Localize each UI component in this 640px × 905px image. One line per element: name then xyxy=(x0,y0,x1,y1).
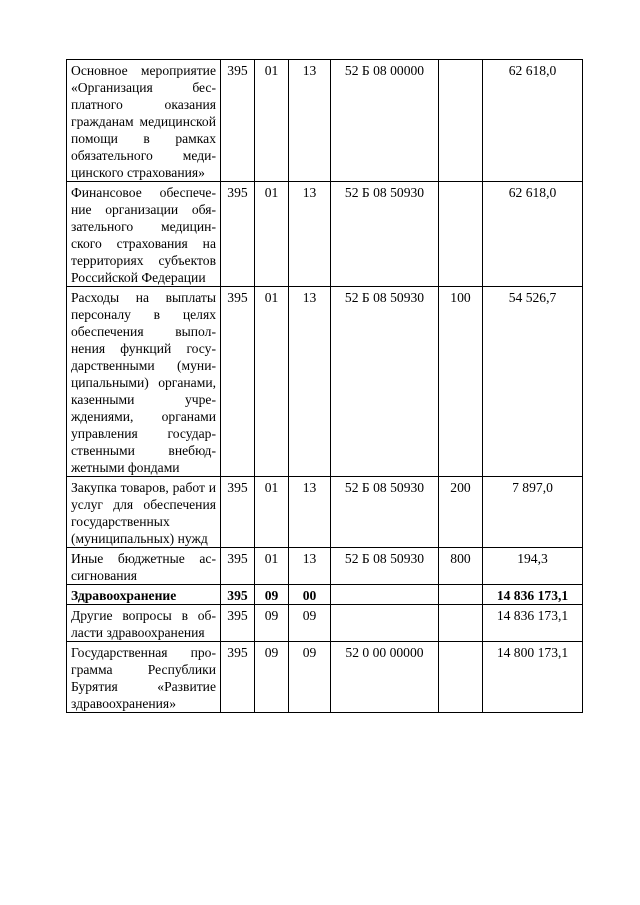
table-row xyxy=(67,60,583,182)
row-expense-type xyxy=(439,60,483,182)
table-row xyxy=(67,182,583,287)
row-name: Здравоохранение xyxy=(67,585,221,605)
row-target-article: 52 Б 08 50930 xyxy=(331,287,439,477)
row-section-code: 09 xyxy=(255,642,289,713)
row-name: Иные бюджетные ассигнования xyxy=(67,548,221,585)
row-subsection-code: 13 xyxy=(289,182,331,287)
row-expense-type xyxy=(439,605,483,642)
budget-table xyxy=(66,59,583,713)
row-name: Государственная программа Республики Бурятия «Развитие здравоохранения» xyxy=(67,642,221,713)
row-expense-type: 200 xyxy=(439,477,483,548)
row-section-code: 09 xyxy=(255,605,289,642)
row-subsection-code: 13 xyxy=(289,477,331,548)
row-section-code: 01 xyxy=(255,60,289,182)
table-row xyxy=(67,287,583,477)
row-subsection-code: 00 xyxy=(289,585,331,605)
row-expense-type xyxy=(439,642,483,713)
row-section-code: 01 xyxy=(255,548,289,585)
row-ministry-code: 395 xyxy=(221,548,255,585)
row-name: Другие вопросы в области здравоохранения xyxy=(67,605,221,642)
row-ministry-code: 395 xyxy=(221,605,255,642)
row-amount: 194,3 xyxy=(483,548,583,585)
row-section-code: 01 xyxy=(255,182,289,287)
row-name: Финансовое обеспечение организации обязательного медицинского страхования на территориях субъектов Российской Федерации xyxy=(67,182,221,287)
row-ministry-code: 395 xyxy=(221,477,255,548)
row-expense-type: 800 xyxy=(439,548,483,585)
row-target-article: 52 Б 08 50930 xyxy=(331,548,439,585)
row-ministry-code: 395 xyxy=(221,287,255,477)
table-row xyxy=(67,605,583,642)
row-expense-type xyxy=(439,182,483,287)
row-target-article xyxy=(331,605,439,642)
row-target-article: 52 Б 08 00000 xyxy=(331,60,439,182)
row-expense-type: 100 xyxy=(439,287,483,477)
row-amount: 54 526,7 xyxy=(483,287,583,477)
row-target-article xyxy=(331,585,439,605)
row-name: Основное мероприятие «Организация бесплатного оказания гражданам медицинской помощи в рамках обязательного медицинского страхования» xyxy=(67,60,221,182)
row-ministry-code: 395 xyxy=(221,182,255,287)
row-ministry-code: 395 xyxy=(221,60,255,182)
row-subsection-code: 13 xyxy=(289,287,331,477)
row-amount: 14 836 173,1 xyxy=(483,605,583,642)
row-subsection-code: 13 xyxy=(289,60,331,182)
row-ministry-code: 395 xyxy=(221,585,255,605)
row-expense-type xyxy=(439,585,483,605)
row-section-code: 01 xyxy=(255,477,289,548)
row-amount: 14 836 173,1 xyxy=(483,585,583,605)
table-row xyxy=(67,477,583,548)
row-ministry-code: 395 xyxy=(221,642,255,713)
row-subsection-code: 13 xyxy=(289,548,331,585)
row-section-code: 09 xyxy=(255,585,289,605)
row-name: Расходы на выплаты персоналу в целях обеспечения выполнения функций государственными (муниципальными) органами, казенными учреждениями, органами управления государственными внебюджетными фондами xyxy=(67,287,221,477)
row-section-code: 01 xyxy=(255,287,289,477)
budget-table-body xyxy=(67,60,583,713)
row-amount: 7 897,0 xyxy=(483,477,583,548)
row-target-article: 52 Б 08 50930 xyxy=(331,182,439,287)
row-subsection-code: 09 xyxy=(289,642,331,713)
row-target-article: 52 0 00 00000 xyxy=(331,642,439,713)
table-row xyxy=(67,548,583,585)
row-target-article: 52 Б 08 50930 xyxy=(331,477,439,548)
row-amount: 14 800 173,1 xyxy=(483,642,583,713)
row-amount: 62 618,0 xyxy=(483,182,583,287)
row-amount: 62 618,0 xyxy=(483,60,583,182)
row-subsection-code: 09 xyxy=(289,605,331,642)
table-row xyxy=(67,585,583,605)
row-name: Закупка товаров, работ и услуг для обеспечения государственных (муниципальных) нужд xyxy=(67,477,221,548)
table-row xyxy=(67,642,583,713)
